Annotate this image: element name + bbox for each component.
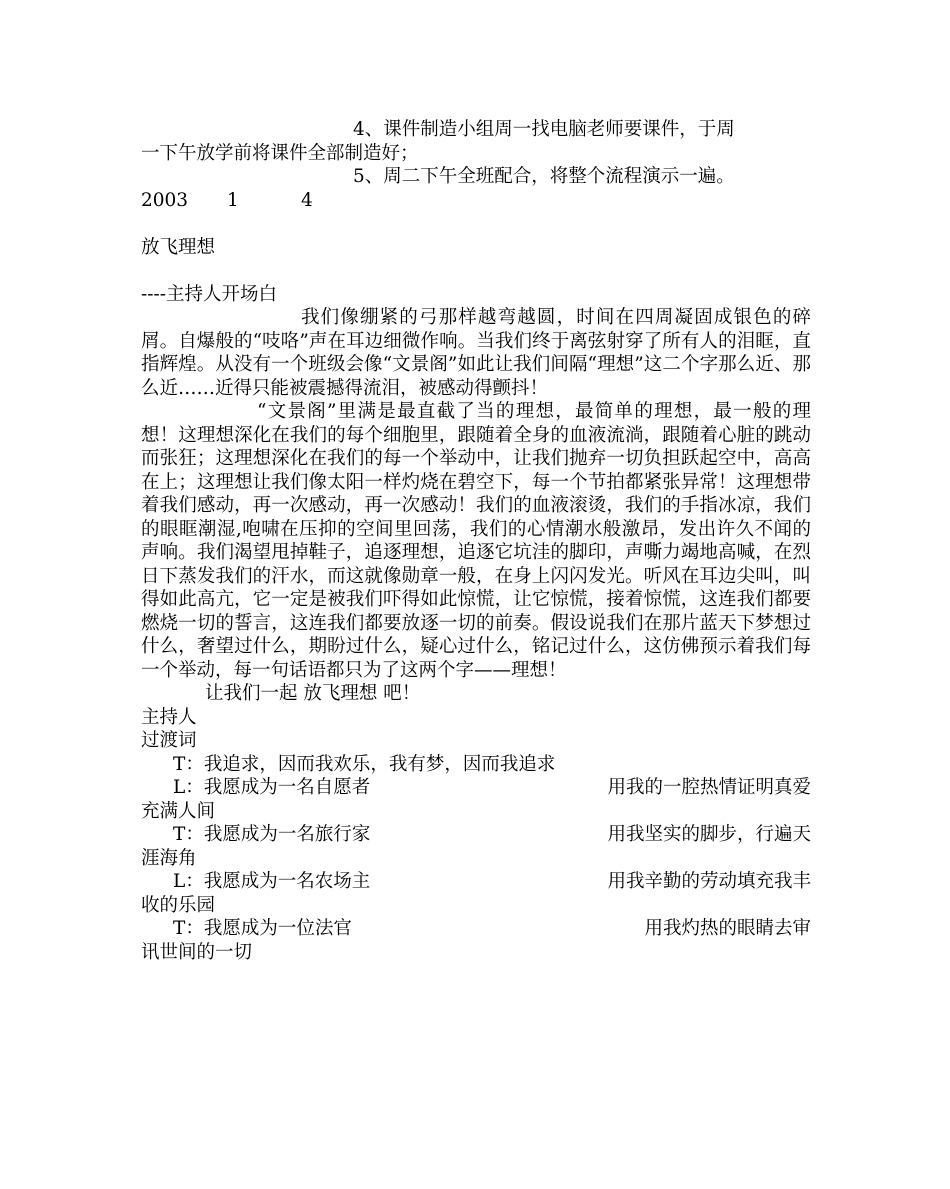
speech-signature: 主持人 xyxy=(141,706,197,728)
speech-paragraph-2: “文景阁”里满是最直截了当的理想，最简单的理想，最一般的理想！这理想深化在我们的每个细胞里，跟随着全身的血液流淌，跟随着心脏的跳动而张狂；这理想深化在我们的每一个举动中，让我们抛弃一切负担跃起空中，高高在上；这理想让我们像太阳一样灼烧在碧空下，每一个节拍都紧张异常！这理想带着我们感动，再一次感动，再一次感动！我们的血液滚烫，我们的手指冰凉，我们的眼眶潮湿,咆啸在压抑的空间里回荡，我们的心情潮水般激昂，发出许久不闻的声响。我们渴望甩掉鞋子，追逐理想，追逐它坑洼的脚印，声嘶力竭地高喊，在烈日下蒸发我们的汗水，而这就像勋章一般，在身上闪闪发光。听风在耳边尖叫，叫得如此高亢，它一定是被我们吓得如此惊慌，让它惊慌，接着惊慌，这连我们都要燃烧一切的誓言，这连我们都要放逐一切的前奏。假设说我们在那片蓝天下梦想过什么，奢望过什么，期盼过什么，疑心过什么，铭记过什么，这仿佛预示着我们每一个举动，每一句话语都只为了这两个字——理想！ xyxy=(141,401,811,681)
role-tail: 用我灼热的眼睛去审 xyxy=(644,918,811,939)
role-line xyxy=(141,823,811,847)
speech-paragraph-1: 我们像绷紧的弓那样越弯越圆，时间在四周凝固成银色的碎屑。自爆般的“吱咯”声在耳边细微作响。当我们终于离弦射穿了所有人的泪眶，直指辉煌。从没有一个班级会像“文景阁”如此让我们间隔“理想”这二个字那么近、那么近……近得只能被震撼得流泪，被感动得颤抖！ xyxy=(141,307,811,399)
list-item-5: 5、周二下午全班配合，将整个流程演示一遍。 xyxy=(353,166,735,187)
role-tail: 用我辛勤的劳动填充我丰 xyxy=(607,871,811,892)
role-wrap: 涯海角 xyxy=(141,847,197,869)
role-tail: 用我的一腔热情证明真爱 xyxy=(607,777,811,798)
date-line xyxy=(141,189,811,213)
role-wrap: 充满人间 xyxy=(141,800,216,822)
list-item-4-line-2: 一下午放学前将课件全部制造好； xyxy=(141,142,419,164)
role-line xyxy=(141,917,811,941)
role-lead: L：我愿成为一名农场主 xyxy=(173,871,371,892)
role-tail: 用我坚实的脚步，行遍天 xyxy=(607,824,811,845)
document-title: 放飞理想 xyxy=(141,236,216,258)
speech-closing: 让我们一起 放飞理想 吧！ xyxy=(205,683,421,704)
transition-intro: T：我追求，因而我欢乐，我有梦，因而我追求 xyxy=(173,753,556,775)
spacer xyxy=(141,212,811,236)
list-item-4-line-1: 4、课件制造小组周一找电脑老师要课件，于周 xyxy=(353,119,735,140)
section-subtitle: ----主持人开场白 xyxy=(141,283,278,305)
role-line xyxy=(141,870,811,894)
role-lead: T：我愿成为一位法官 xyxy=(173,918,352,939)
role-wrap: 讯世间的一切 xyxy=(141,941,253,963)
document-page xyxy=(141,118,811,964)
transition-heading: 过渡词 xyxy=(141,730,197,751)
date-day: 4 xyxy=(301,189,313,211)
spacer xyxy=(141,259,811,283)
role-lead: L：我愿成为一名自愿者 xyxy=(173,777,371,798)
date-year: 2003 xyxy=(141,189,189,211)
role-wrap: 收的乐园 xyxy=(141,894,216,916)
date-month: 1 xyxy=(227,189,239,211)
role-lead: T：我愿成为一名旅行家 xyxy=(173,824,371,845)
role-line xyxy=(141,776,811,800)
